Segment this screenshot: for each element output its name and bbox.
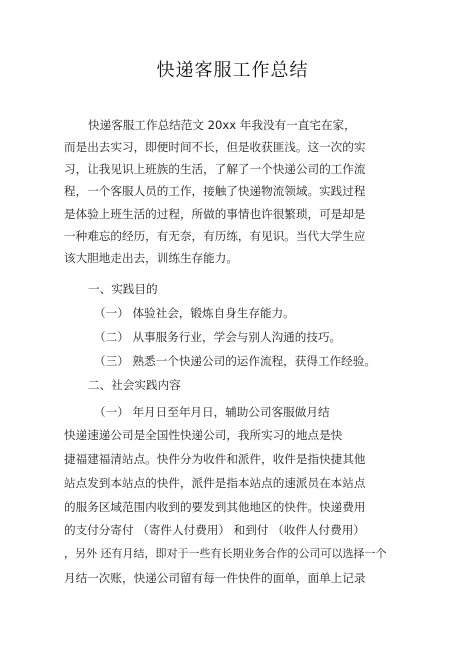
section-heading: 二、社会实践内容 bbox=[88, 378, 181, 392]
paragraph-line: 习，让我见识上班族的生活，了解了一个快递公司的工作流 bbox=[64, 162, 366, 176]
paragraph-line: 的支付分寄付 （寄件人付费用） 和到付 （收件人付费用） bbox=[64, 523, 365, 537]
paragraph-line: 快递客服工作总结范文 20xx 年我没有一直宅在家， bbox=[88, 118, 356, 132]
list-item: （一） 年月日至年月日，辅助公司客服做月结 bbox=[94, 405, 330, 419]
paragraph-line: 月结一次账，快递公司留有每一件快件的面单，面单上记录 bbox=[64, 571, 366, 585]
paragraph-line: 一种难忘的经历，有无奈，有历练，有见识。当代大学生应 bbox=[64, 229, 366, 243]
section-heading: 一、实践目的 bbox=[88, 282, 158, 296]
document-title: 快递客服工作总结 bbox=[156, 60, 309, 81]
list-item: （三） 熟悉一个快递公司的运作流程，获得工作经验。 bbox=[94, 354, 376, 368]
list-item: （二） 从事服务行业，学会与别人沟通的技巧。 bbox=[94, 330, 342, 344]
paragraph-line: 的服务区域范围内收到的要发到其他地区的快件。快递费用 bbox=[64, 500, 366, 514]
paragraph-line: 捷福建福清站点。快件分为收件和派件，收件是指快捷其他 bbox=[64, 452, 366, 466]
paragraph-line: 而是出去实习，即便时间不长，但是收获匪浅。这一次的实 bbox=[64, 140, 366, 154]
paragraph-line: ，另外 还有月结，即对于一些有长期业务合作的公司可以选择一个 bbox=[64, 547, 387, 560]
paragraph-line: 站点发到本站点的快件，派件是指本站点的速派员在本站点 bbox=[64, 476, 366, 490]
paragraph-line: 该大胆地走出去，训练生存能力。 bbox=[64, 251, 238, 265]
list-item: （一） 体验社会，锻炼自身生存能力。 bbox=[94, 306, 295, 320]
paragraph-line: 程，一个客服人员的工作，接触了快递物流领域。实践过程 bbox=[64, 184, 366, 198]
paragraph-line: 是体验上班生活的过程，所做的事情也许很繁琐，可是却是 bbox=[64, 207, 366, 221]
paragraph-line: 快递速递公司是全国性快递公司，我所实习的地点是快 bbox=[64, 428, 343, 442]
